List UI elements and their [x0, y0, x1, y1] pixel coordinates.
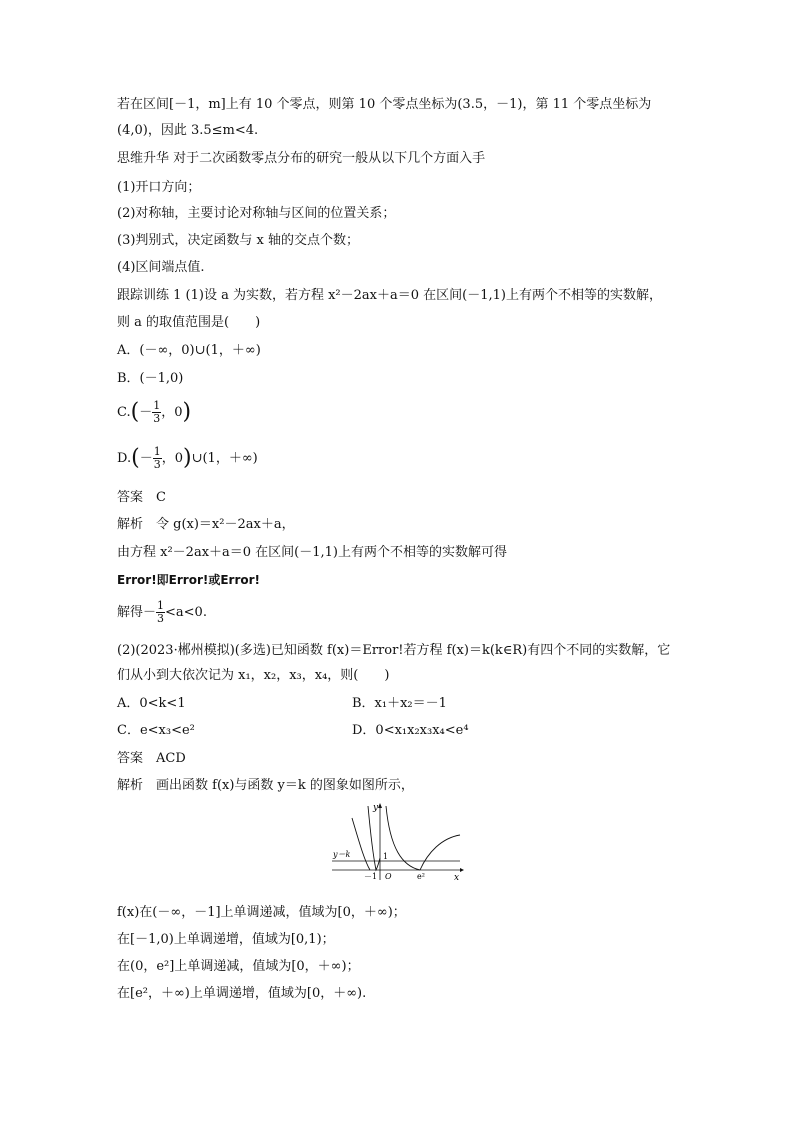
option-b: B．(－1,0)	[117, 371, 184, 386]
summary-item-3: (3)判别式，决定函数与 x 轴的交点个数；	[117, 233, 360, 248]
answer-2: 答案 ACD	[117, 751, 186, 766]
option-2a: A．0<k<1	[117, 696, 186, 711]
fraction: $\frac{1}{3}$	[153, 445, 161, 471]
error-line: Error!即Error!或Error!	[117, 573, 261, 587]
fraction: $\frac{1}{3}$	[157, 599, 165, 625]
summary-item-1: (1)开口方向；	[117, 180, 201, 195]
fraction: $\frac{1}{3}$	[153, 399, 161, 425]
option-2c: C．e<x₃<e²	[117, 723, 195, 738]
e2-label: e²	[417, 872, 425, 881]
function-graph	[328, 798, 468, 882]
y-axis-label: y	[373, 803, 379, 813]
curve-increasing-branch	[420, 835, 460, 870]
question-1-line-2: 则 a 的取值范围是( )	[117, 315, 261, 330]
y-axis-arrow	[378, 803, 382, 808]
origin-label: O	[385, 872, 392, 881]
curve-decreasing-branch	[386, 806, 420, 870]
result-prefix: 解得－	[117, 605, 157, 620]
question-2-line-1: (2)(2023·郴州模拟)(多选)已知函数 f(x)＝Error!若方程 f(x)＝k(k∈R)有四个不同的实数解，它	[117, 643, 671, 658]
minus-sign: －	[139, 451, 153, 466]
monotonic-line-1: f(x)在(－∞，－1]上单调递减，值域为[0，＋∞)；	[117, 905, 406, 920]
monotonic-line-4: 在[e²，＋∞)上单调递增，值域为[0，＋∞).	[117, 986, 367, 1001]
option-c: C.(－ $\frac{1}{3}$ ，0)	[117, 399, 192, 425]
answer-1: 答案 C	[117, 490, 166, 505]
minus-sign: －	[139, 405, 153, 420]
neg1-label: －1	[364, 872, 378, 881]
one-label: 1	[383, 852, 389, 861]
summary-item-4: (4)区间端点值.	[117, 260, 205, 275]
monotonic-line-3: 在(0，e²]上单调递减，值域为[0，＋∞)；	[117, 959, 360, 974]
solution-1-line-1: 解析 令 g(x)＝x²－2ax＋a，	[117, 517, 295, 532]
option-d-tail: ∪(1，＋∞)	[191, 451, 258, 466]
yk-label: y＝k	[333, 850, 351, 859]
result-suffix: <a<0.	[165, 605, 207, 620]
curve-left-parabola	[368, 806, 380, 870]
option-c-tail: ，0	[161, 405, 183, 420]
option-d: D.(－ $\frac{1}{3}$ ，0)∪(1，＋∞)	[117, 445, 258, 471]
x-axis-arrow	[460, 868, 464, 872]
monotonic-line-2: 在[－1,0)上单调递增，值域为[0,1)；	[117, 932, 335, 947]
curve-left-branch	[352, 818, 370, 870]
option-a: A．(－∞，0)∪(1，＋∞)	[117, 343, 261, 358]
solution-2-line-1: 解析 画出函数 f(x)与函数 y＝k 的图象如图所示，	[117, 778, 414, 793]
question-2-line-2: 们从小到大依次记为 x₁，x₂，x₃，x₄，则( )	[117, 668, 390, 683]
text-line-1: 若在区间[－1，m]上有 10 个零点，则第 10 个零点坐标为(3.5，－1)，第 11 个零点坐标为	[117, 97, 652, 112]
option-d-label: D.	[117, 451, 132, 466]
option-2d: D．0<x₁x₂x₃x₄<e⁴	[352, 723, 469, 738]
text-line-2: (4,0)，因此 3.5≤m<4.	[117, 123, 259, 138]
option-2b: B．x₁＋x₂＝－1	[352, 696, 447, 711]
solution-1-line-2: 由方程 x²－2ax＋a＝0 在区间(－1,1)上有两个不相等的实数解可得	[117, 545, 508, 560]
x-axis-label: x	[454, 873, 460, 882]
question-1-line-1: 跟踪训练 1 (1)设 a 为实数，若方程 x²－2ax＋a＝0 在区间(－1,1)上有两个不相等的实数解，	[117, 288, 662, 303]
solution-1-result	[117, 600, 207, 625]
option-c-label: C.	[117, 405, 131, 420]
option-d-mid: ，0	[161, 451, 183, 466]
summary-item-2: (2)对称轴，主要讨论对称轴与区间的位置关系；	[117, 206, 396, 221]
summary-heading: 思维升华 对于二次函数零点分布的研究一般从以下几个方面入手	[117, 151, 486, 166]
